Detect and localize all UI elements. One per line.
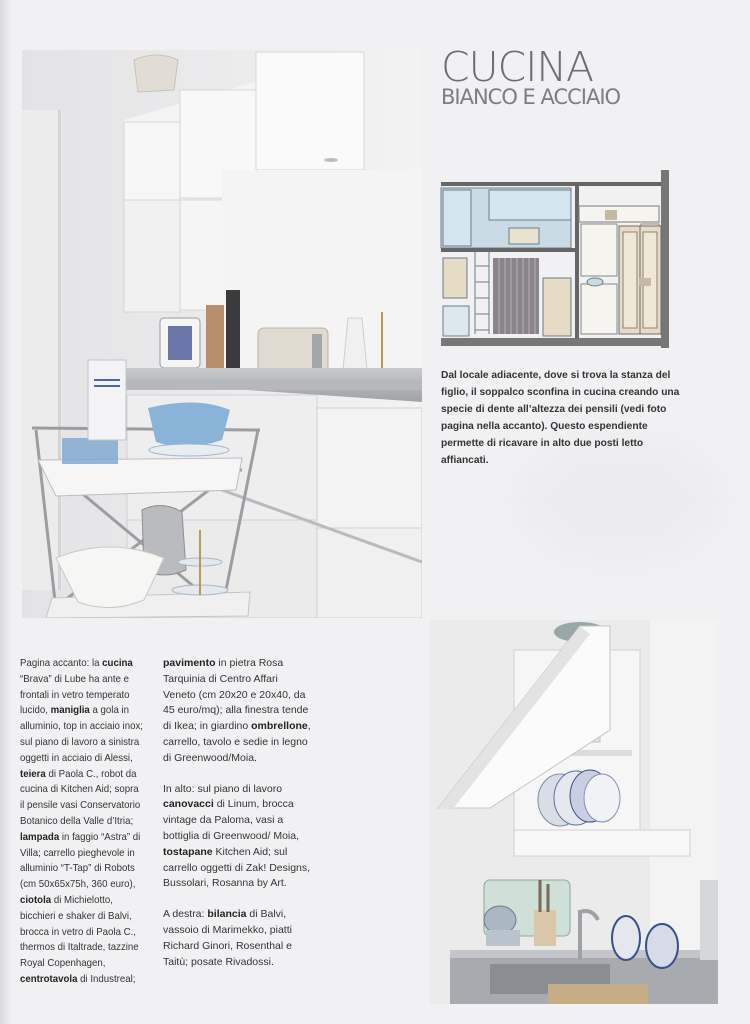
section-plan-drawing [439, 166, 677, 352]
credits-text: di Industreal; [77, 972, 136, 985]
product-keyword: cucina [102, 657, 133, 669]
title-main: CUCINA [441, 43, 594, 91]
product-keyword: teiera [20, 767, 46, 780]
credits-text: In alto: sul piano di lavoro [163, 782, 283, 795]
credits-text: A destra: [163, 908, 208, 921]
plan-caption: Dal locale adiacente, dove si trova la stanza del figlio, il soppalco sconfina in cucina creando una specie di dente all’altezza dei pensili (vedi foto pagina nella accanto). Questo espendiente permette di ricavare in alto due posti letto affiancati. [441, 370, 680, 466]
article-title [441, 43, 741, 109]
product-keyword: canovacci [163, 798, 214, 811]
product-keyword: ciotola [20, 893, 52, 906]
credits-text: a gola in alluminio, top in acciaio inox; sul piano di lavoro a sinistra oggetti in acciaio di Alessi, [20, 704, 143, 764]
credits-text: “Brava” di Lube ha ante e frontali in vetro temperato lucido, [20, 672, 130, 717]
page-gutter [0, 0, 12, 1024]
credits-text: in faggio “Astra” di Villa; carrello pieghevole in alluminio “T-Tap” di Robots (cm 50x65x75h, 360 euro), [20, 830, 141, 891]
credits-paragraph [163, 907, 313, 970]
product-keyword: lampada [20, 830, 60, 843]
product-keyword: pavimento [163, 657, 216, 669]
product-keyword: ombrellone [251, 720, 308, 733]
credits-paragraph [163, 656, 313, 767]
credits-paragraph [163, 782, 313, 893]
product-keyword: maniglia [50, 704, 90, 717]
kitchen-hood-photo [430, 620, 718, 1004]
credits-text: di Balvi, vassoio di Marimekko, piatti Richard Ginori, Rosenthal e Taitù; posate Rivadossi. [163, 908, 292, 968]
credits-text: , carrello, tavolo e sedie in legno di Greenwood/Moia. [163, 720, 311, 764]
credits-text: Kitchen Aid; sul carrello oggetti di Zak! Designs, Bussolari, Rosanna by Art. [163, 845, 311, 890]
product-keyword: centrotavola [20, 972, 78, 985]
credits-text: di Michielotto, bicchieri e shaker di Balvi, brocca in vetro di Paola C., thermos di Italtrade, tazzine Royal Copenhagen, [20, 893, 139, 970]
kitchen-photo [22, 50, 422, 618]
credits-paragraph [20, 656, 144, 988]
credits-text: Pagina accanto: la [20, 657, 103, 669]
product-keyword: bilancia [207, 908, 247, 921]
credits-text: di Linum, brocca vintage da Paloma, vasi a bottiglia di Greenwood/ Moia, [163, 798, 299, 842]
credits-text: in pietra Rosa Tarquinia di Centro Affari Veneto (cm 20x20 e 20x40, da 45 euro/mq); alla finestra tende di Ikea; in giardino [163, 657, 309, 733]
credits-column-middle [163, 656, 313, 985]
credits-text: di Paola C., robot da cucina di Kitchen Aid; sopra il pensile vasi Conservatorio Botanico della Valle d’Itria; [20, 767, 141, 827]
product-keyword: tostapane [163, 845, 213, 858]
credits-column-left [20, 656, 144, 1003]
title-subtitle: BIANCO E ACCIAIO [441, 85, 621, 109]
